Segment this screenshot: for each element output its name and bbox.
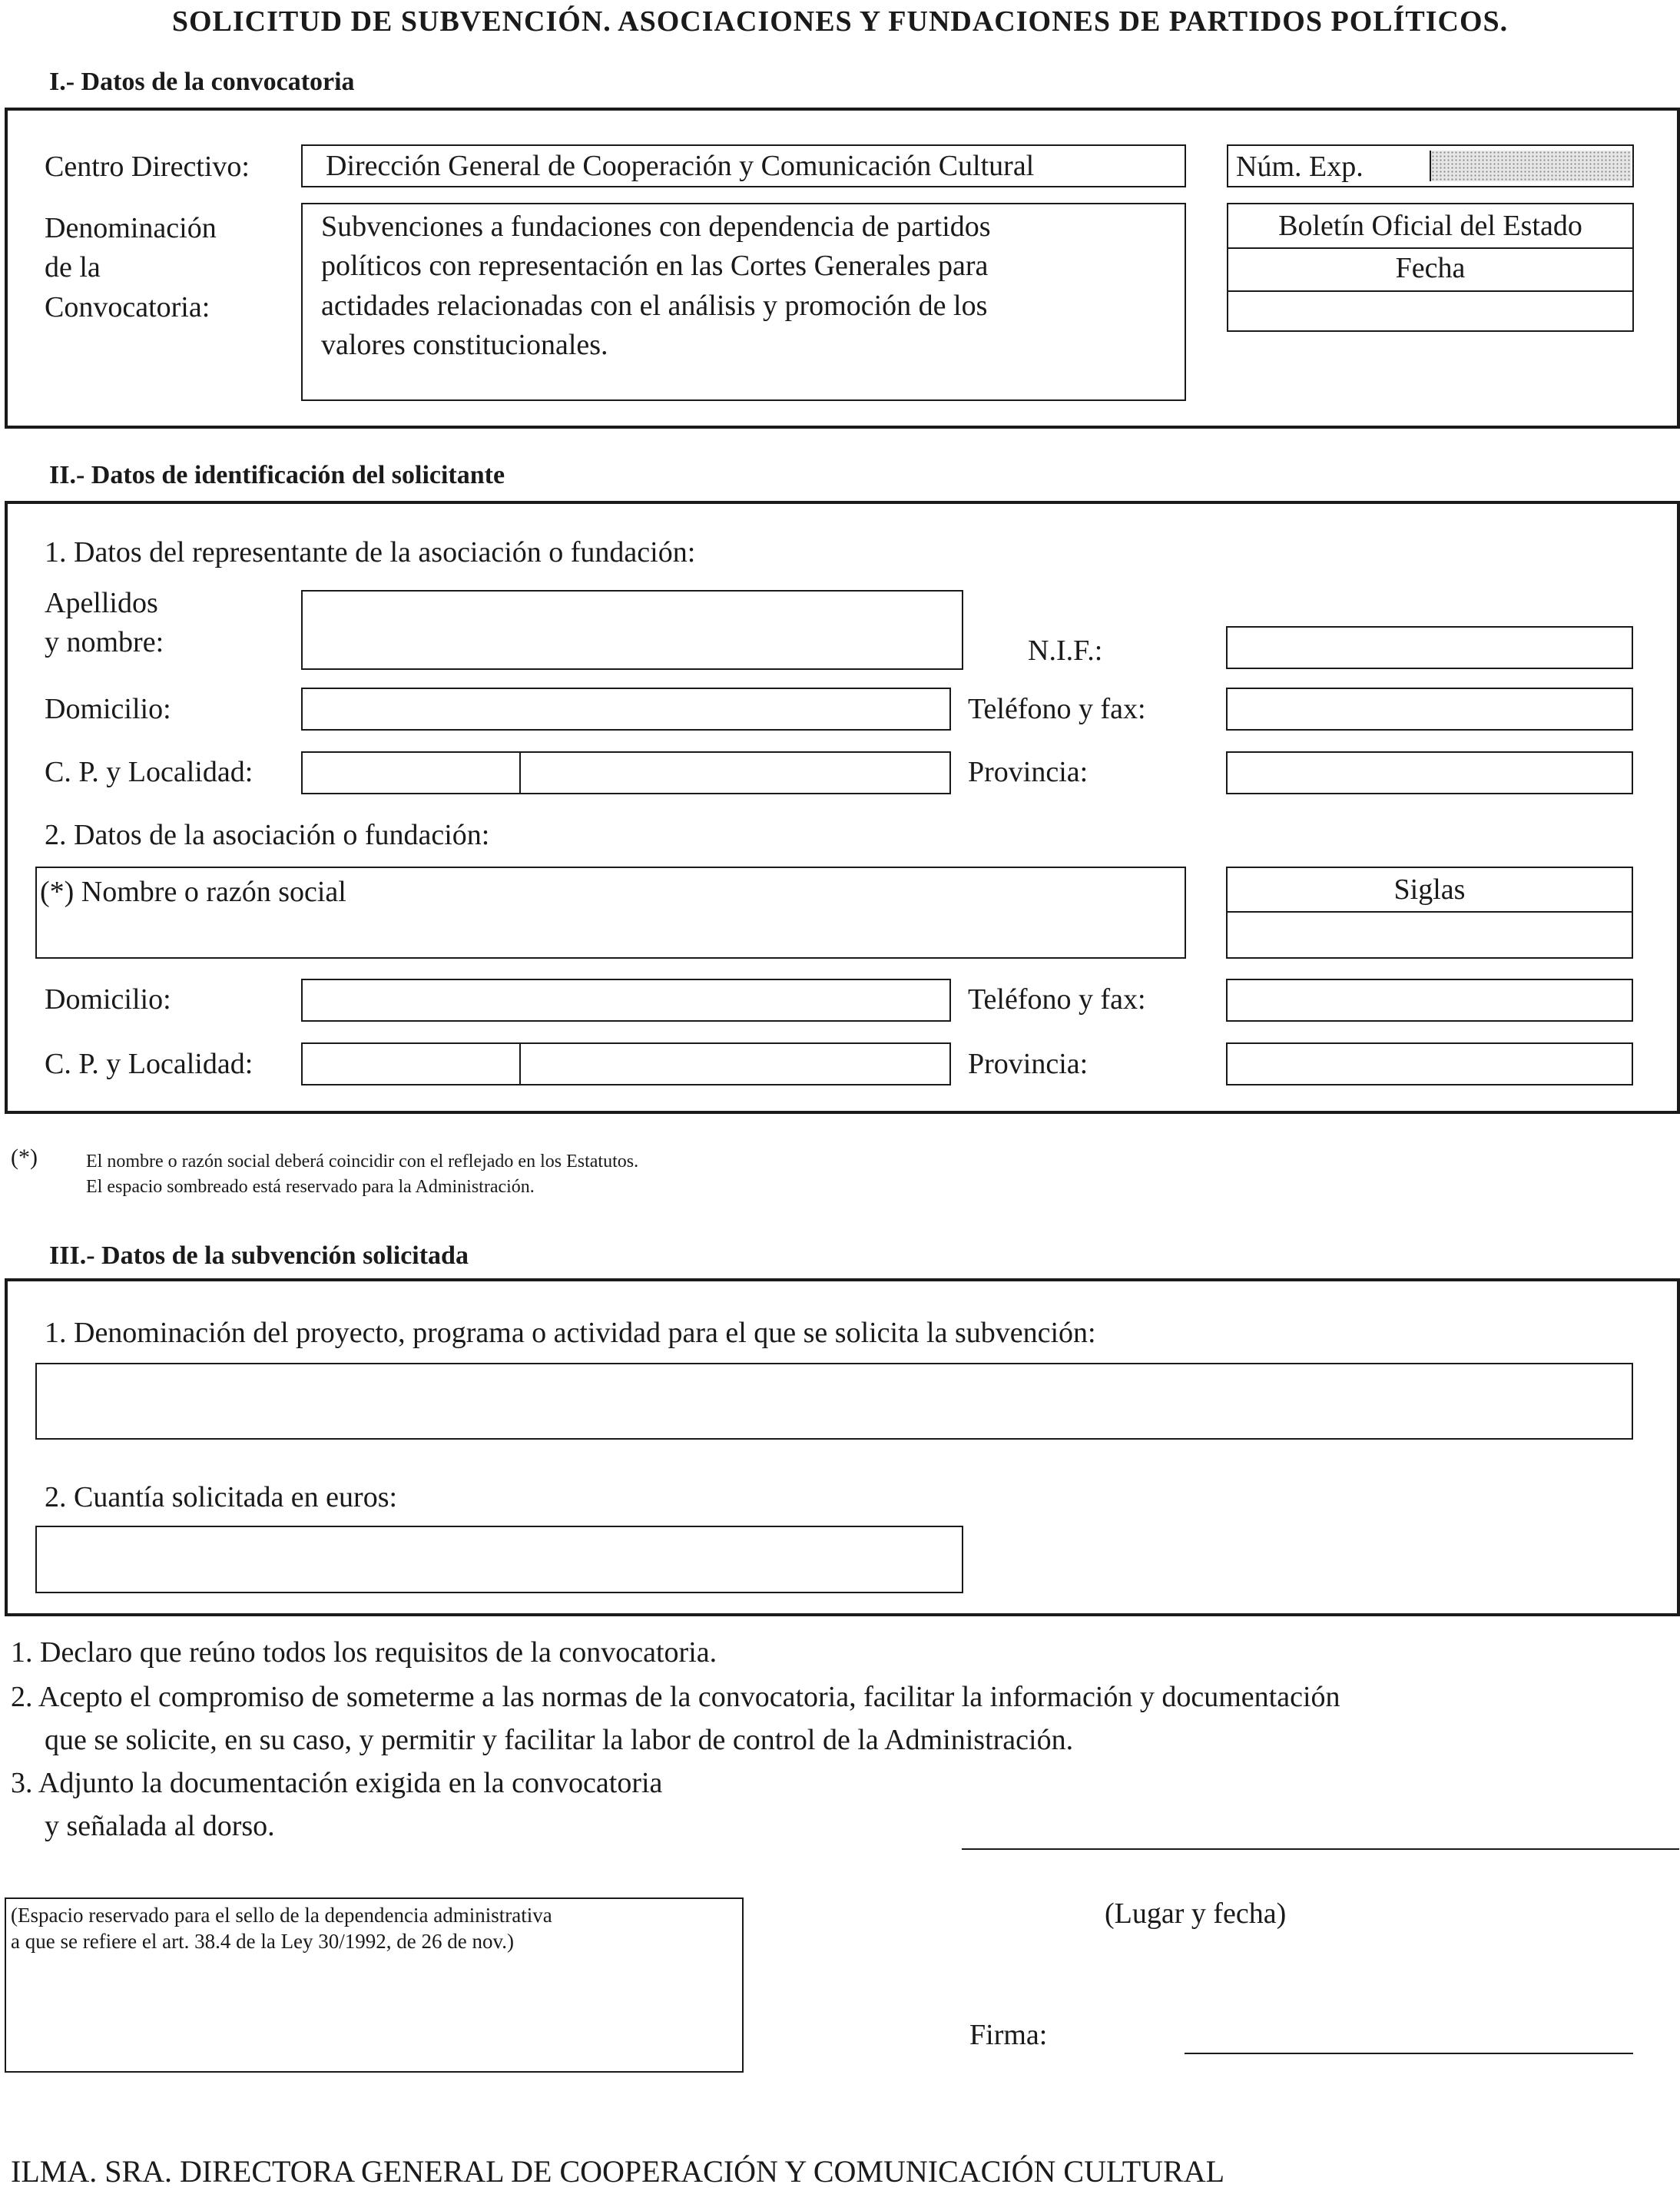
stamp-box bbox=[5, 1897, 744, 2073]
cuantia-label: 2. Cuantía solicitada en euros: bbox=[45, 1481, 398, 1513]
apellidos-field[interactable] bbox=[301, 590, 963, 670]
boletin-box bbox=[1227, 203, 1634, 332]
fecha-field[interactable] bbox=[1228, 292, 1632, 330]
cp-field[interactable] bbox=[301, 751, 521, 794]
section-1-heading: I.- Datos de la convocatoria bbox=[49, 68, 355, 96]
siglas-label: Siglas bbox=[1228, 868, 1632, 913]
firma-label: Firma: bbox=[969, 2019, 1048, 2051]
provincia-2-label: Provincia: bbox=[968, 1048, 1089, 1080]
domicilio-2-label: Domicilio: bbox=[45, 983, 171, 1016]
telefono-field[interactable] bbox=[1226, 688, 1633, 731]
proyecto-field[interactable] bbox=[35, 1363, 1633, 1440]
declaration-3: 3. Adjunto la documentación exigida en la convocatoria bbox=[11, 1767, 663, 1799]
section-3-heading: III.- Datos de la subvención solicitada bbox=[49, 1241, 469, 1270]
denominacion-label-line: Convocatoria: bbox=[45, 290, 210, 323]
apellidos-label-line: y nombre: bbox=[45, 626, 164, 659]
denominacion-label-line: Denominación bbox=[45, 212, 217, 244]
denominacion-field[interactable] bbox=[301, 203, 1186, 401]
stamp-text bbox=[6, 1899, 742, 1957]
denominacion-value-line: Subvenciones a fundaciones con dependencia de partidos bbox=[321, 210, 991, 243]
nif-field[interactable] bbox=[1226, 626, 1633, 669]
form-title: SOLICITUD DE SUBVENCIÓN. ASOCIACIONES Y FUNDACIONES DE PARTIDOS POLÍTICOS. bbox=[171, 5, 1509, 38]
nombre-razon-social-field[interactable] bbox=[35, 867, 1186, 959]
domicilio-label: Domicilio: bbox=[45, 693, 171, 725]
section-2-heading: II.- Datos de identificación del solicitante bbox=[49, 461, 505, 489]
num-exp-shaded-field bbox=[1430, 151, 1631, 181]
addressee: ILMA. SRA. DIRECTORA GENERAL DE COOPERACIÓN Y COMUNICACIÓN CULTURAL bbox=[11, 2154, 1225, 2189]
provincia-label: Provincia: bbox=[968, 756, 1089, 788]
apellidos-label-line: Apellidos bbox=[45, 587, 158, 619]
localidad-2-field[interactable] bbox=[519, 1042, 951, 1085]
denominacion-label bbox=[45, 209, 217, 327]
stamp-text-line: a que se refiere el art. 38.4 de la Ley 30/1992, de 26 de nov.) bbox=[11, 1930, 515, 1953]
num-exp-label: Núm. Exp. bbox=[1236, 151, 1364, 183]
firma-line[interactable] bbox=[1185, 2053, 1633, 2054]
note-marker: (*) bbox=[11, 1145, 38, 1170]
boletin-label: Boletín Oficial del Estado bbox=[1228, 204, 1632, 249]
telefono-2-label: Teléfono y fax: bbox=[968, 983, 1146, 1016]
localidad-field[interactable] bbox=[519, 751, 951, 794]
centro-directivo-label: Centro Directivo: bbox=[45, 151, 250, 183]
lugar-fecha-line[interactable] bbox=[962, 1848, 1679, 1850]
apellidos-label bbox=[45, 584, 164, 663]
note-line-2: El espacio sombreado está reservado para la Administración. bbox=[86, 1177, 535, 1197]
lugar-fecha-label: (Lugar y fecha) bbox=[1105, 1897, 1287, 1930]
telefono-label: Teléfono y fax: bbox=[968, 693, 1146, 725]
declaration-3-cont: y señalada al dorso. bbox=[45, 1810, 275, 1842]
domicilio-field[interactable] bbox=[301, 688, 951, 731]
nif-label: N.I.F.: bbox=[1028, 635, 1103, 667]
declaration-2: 2. Acepto el compromiso de someterme a las normas de la convocatoria, facilitar la información y documentación bbox=[11, 1681, 1340, 1713]
centro-directivo-value: Dirección General de Cooperación y Comunicación Cultural bbox=[326, 150, 1035, 182]
stamp-text-line: (Espacio reservado para el sello de la dependencia administrativa bbox=[11, 1904, 552, 1927]
cuantia-field[interactable] bbox=[35, 1526, 963, 1593]
centro-directivo-field[interactable] bbox=[301, 144, 1186, 187]
provincia-field[interactable] bbox=[1226, 751, 1633, 794]
cp-localidad-label: C. P. y Localidad: bbox=[45, 756, 253, 788]
nombre-razon-social-label: (*) Nombre o razón social bbox=[40, 876, 346, 908]
domicilio-2-field[interactable] bbox=[301, 979, 951, 1022]
asociacion-subheading: 2. Datos de la asociación o fundación: bbox=[45, 819, 490, 851]
siglas-box bbox=[1226, 867, 1633, 959]
telefono-2-field[interactable] bbox=[1226, 979, 1633, 1022]
fecha-label: Fecha bbox=[1228, 249, 1632, 292]
provincia-2-field[interactable] bbox=[1226, 1042, 1633, 1085]
denominacion-value-line: actidades relacionadas con el análisis y promoción de los bbox=[321, 289, 988, 322]
num-exp-box bbox=[1227, 144, 1634, 187]
cp-localidad-2-label: C. P. y Localidad: bbox=[45, 1048, 253, 1080]
representante-subheading: 1. Datos del representante de la asociación o fundación: bbox=[45, 536, 696, 568]
declaration-1: 1. Declaro que reúno todos los requisitos de la convocatoria. bbox=[11, 1636, 717, 1669]
cp-2-field[interactable] bbox=[301, 1042, 521, 1085]
declaration-2-cont: que se solicite, en su caso, y permitir y facilitar la labor de control de la Administración. bbox=[45, 1724, 1074, 1756]
note-line-1: El nombre o razón social deberá coincidir con el reflejado en los Estatutos. bbox=[86, 1152, 639, 1172]
denominacion-value-line: valores constitucionales. bbox=[321, 328, 608, 361]
denominacion-value-line: políticos con representación en las Cortes Generales para bbox=[321, 250, 989, 283]
proyecto-label: 1. Denominación del proyecto, programa o actividad para el que se solicita la subvención: bbox=[45, 1317, 1096, 1349]
denominacion-label-line: de la bbox=[45, 251, 101, 284]
siglas-field[interactable] bbox=[1228, 913, 1632, 959]
